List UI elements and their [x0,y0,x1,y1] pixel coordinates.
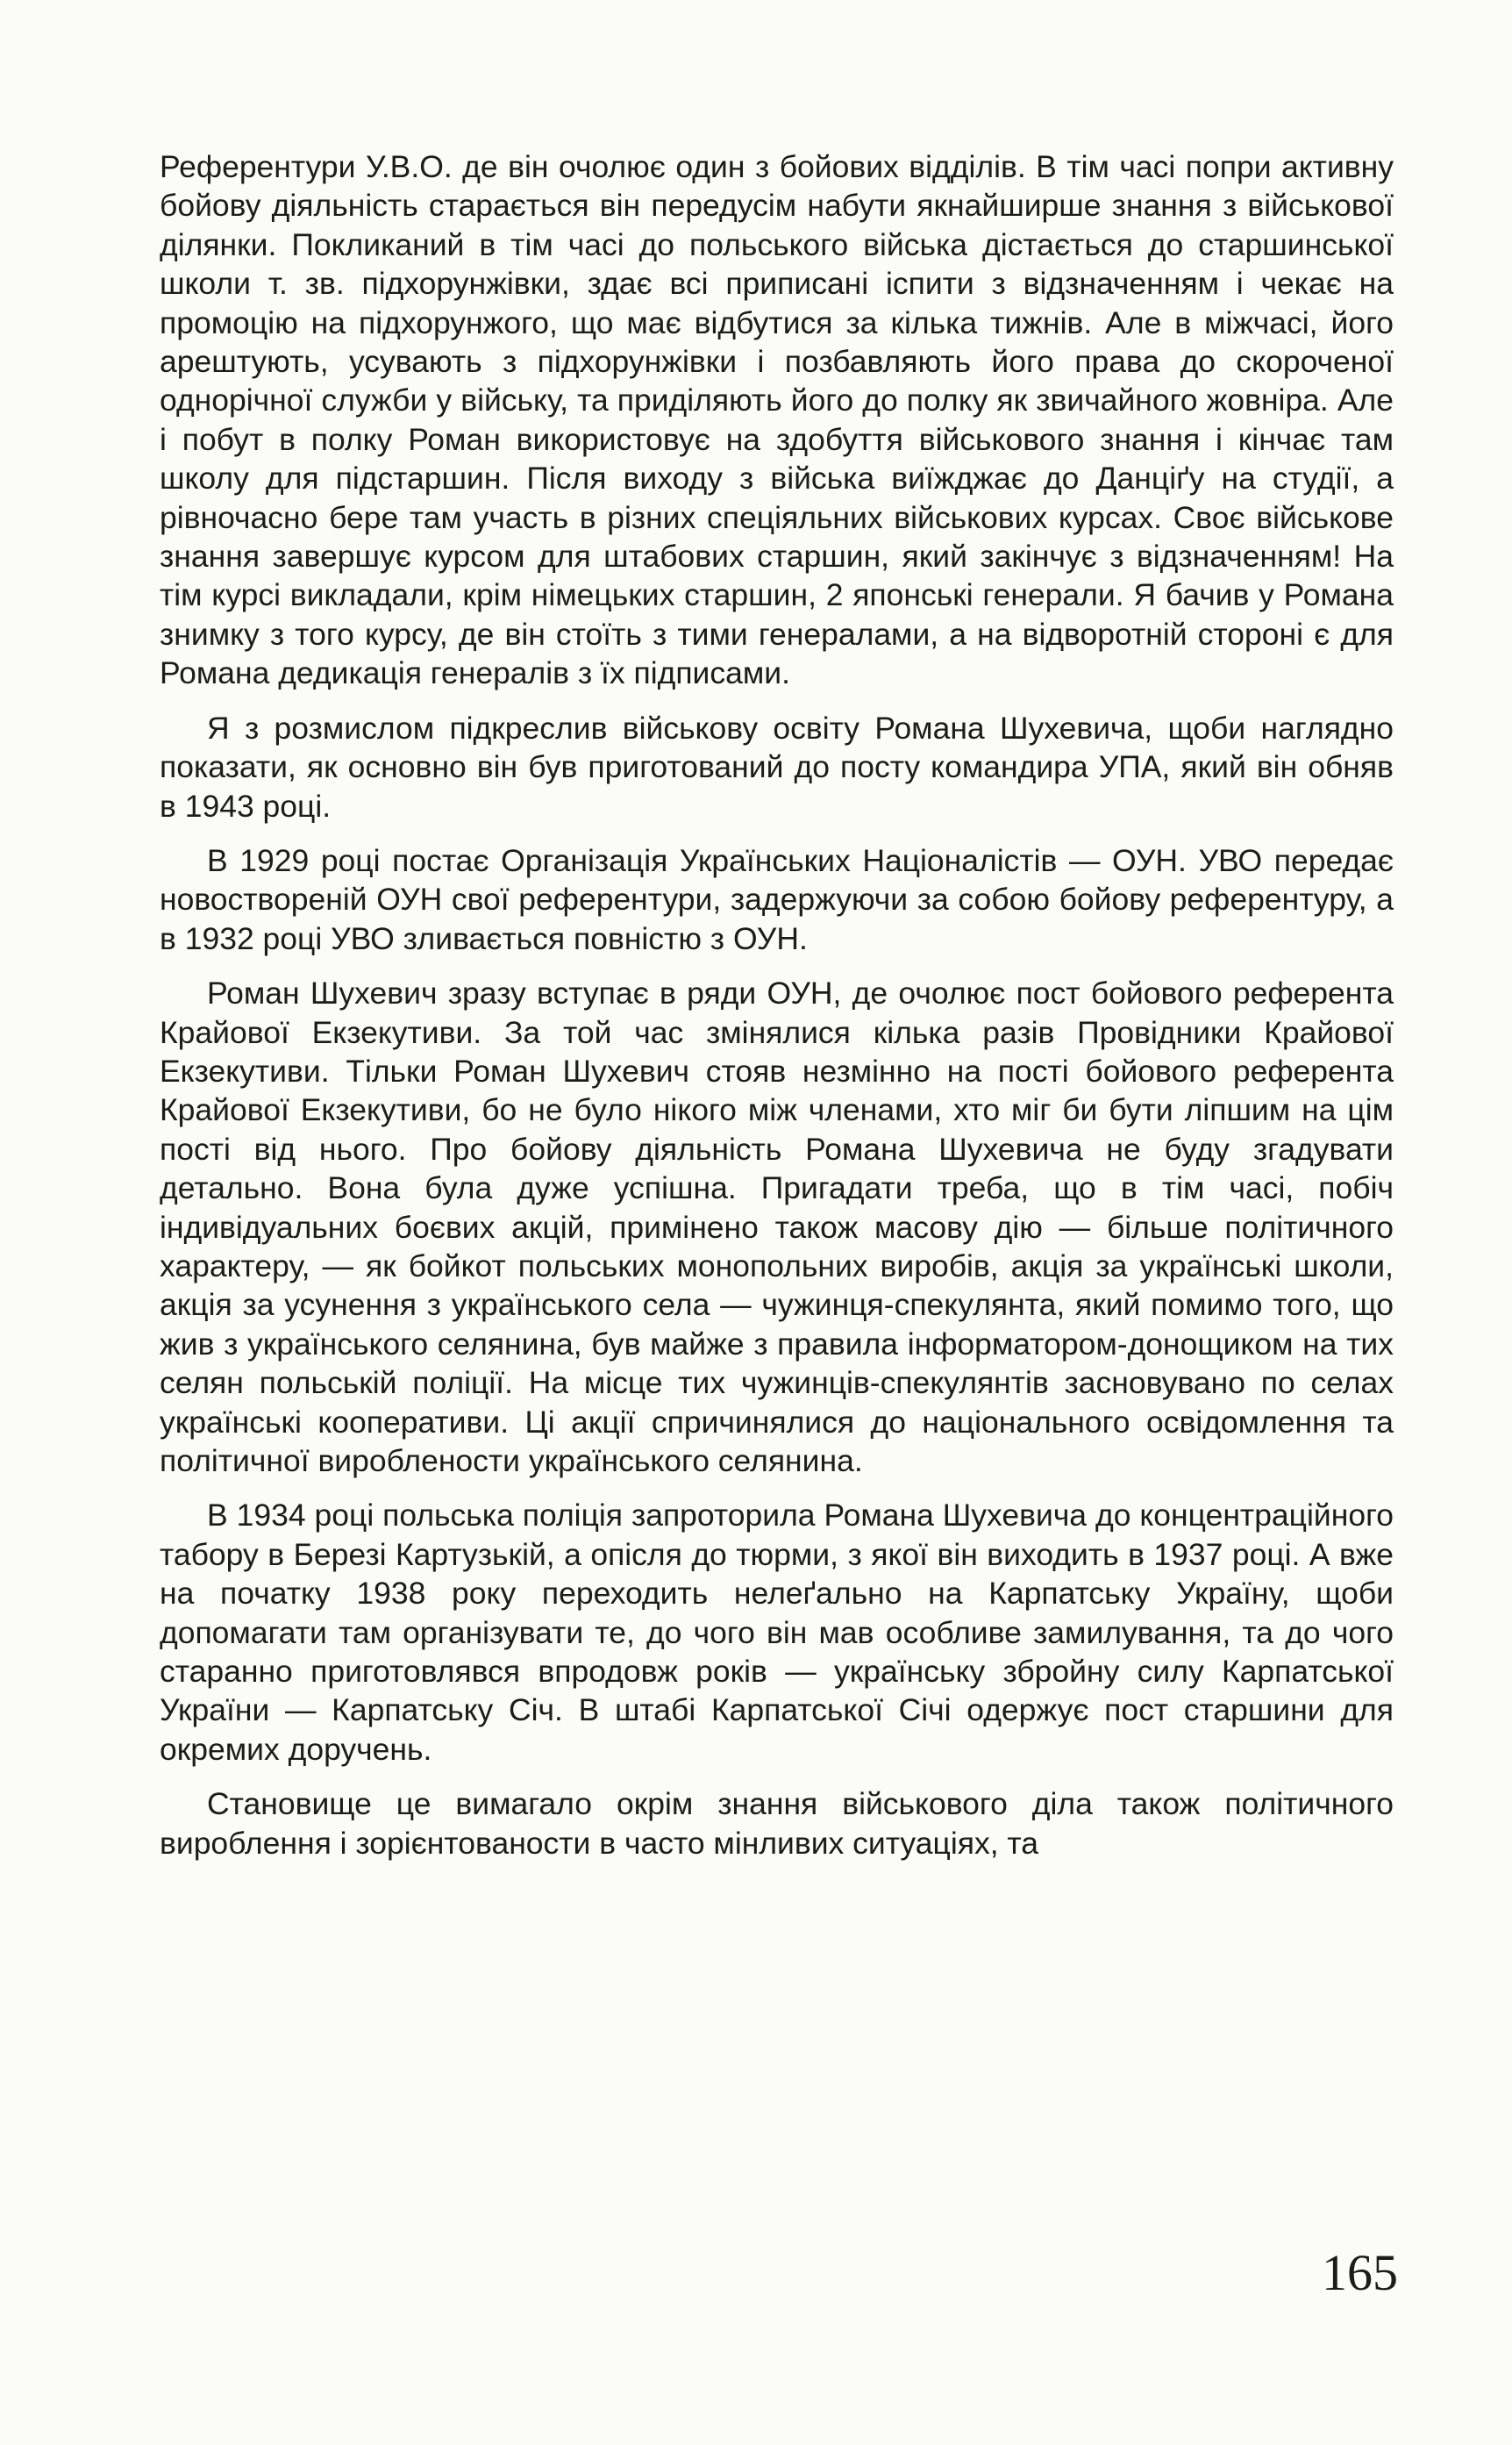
paragraph-1: Референтури У.В.О. де він очолює один з бойових відділів. В тім часі попри активну бойову діяльність старається він передусім набути якнайширше знання з військової ділянки. Покликаний в тім часі до польського війська дістається до старшинської школи т. зв. підхорунжівки, здає всі приписані іспити з відзначенням і чекає на промоцію на підхорунжого, що має відбутися за кілька тижнів. Але в міжчасі, його арештують, усувають з підхорунжівки і позбавляють його права до скороченої однорічної служби у війську, та приділяють його до полку як звичайного жовніра. Але і побут в полку Роман використовує на здобуття військового знання і кінчає там школу для підстаршин. Після виходу з війська виїжджає до Данціґу на студії, а рівночасно бере там участь в різних спеціяльних військових курсах. Своє військове знання завершує курсом для штабових старшин, який закінчує з відзначенням! На тім курсі викладали, крім німецьких старшин, 2 японські генерали. Я бачив у Романа знимку з того курсу, де він стоїть з тими генералами, а на відворотній стороні є для Романа дедикація генералів з їх підписами. [160,149,1394,691]
paragraph-6: Становище це вимагало окрім знання військового діла також політичного вироблення і зорієнтованости в часто мінливих ситуаціях, та [160,1786,1394,1861]
paragraph-4: Роман Шухевич зразу вступає в ряди ОУН, де очолює пост бойового референта Крайової Екзекутиви. За той час змінялися кілька разів Провідники Крайової Екзекутиви. Тільки Роман Шухевич стояв незмінно на пості бойового референта Крайової Екзекутиви, бо не було нікого між членами, хто міг би бути ліпшим на цім пості від нього. Про бойову діяльність Романа Шухевича не буду згадувати детально. Вона була дуже успішна. Пригадати треба, що в тім часі, побіч індивідуальних боєвих акцій, примінено також масову дію — більше політичного характеру, — як бойкот польських монопольних виробів, акція за українські школи, акція за усунення з українського села — чужинця-спекулянта, який помимо того, що жив з українського селянина, був майже з правила інформатором-донощиком на тих селян польській поліції. На місце тих чужинців-спекулянтів засновувано по селах українські кооперативи. Ці акції спричинялися до національного освідомлення та політичної вироблености українського селянина. [160,976,1394,1478]
body-text [160,147,1394,1878]
page-number: 165 [1322,2244,1398,2301]
paragraph-3: В 1929 році постає Організація Українських Націоналістів — ОУН. УВО передає новоствореній ОУН свої референтури, задержуючи за собою бойову референтуру, а в 1932 році УВО зливається повністю з ОУН. [160,842,1394,956]
paragraph-5: В 1934 році польська поліція запроторила Романа Шухевича до концентраційного табору в Березі Картузькій, а опісля до тюрми, з якої він виходить в 1937 році. А вже на початку 1938 року переходить нелеґально на Карпатську Україну, щоби допомагати там організувати те, до чого він мав особливе замилування, та до чого старанно приготовлявся впродовж років — українську збройну силу Карпатської України — Карпатську Січ. В штабі Карпатської Січі одержує пост старшини для окремих доручень. [160,1498,1394,1767]
paragraph-2: Я з розмислом підкреслив військову освіту Романа Шухевича, щоби наглядно показати, як основно він був приготований до посту командира УПА, який він обняв в 1943 році. [160,710,1394,824]
